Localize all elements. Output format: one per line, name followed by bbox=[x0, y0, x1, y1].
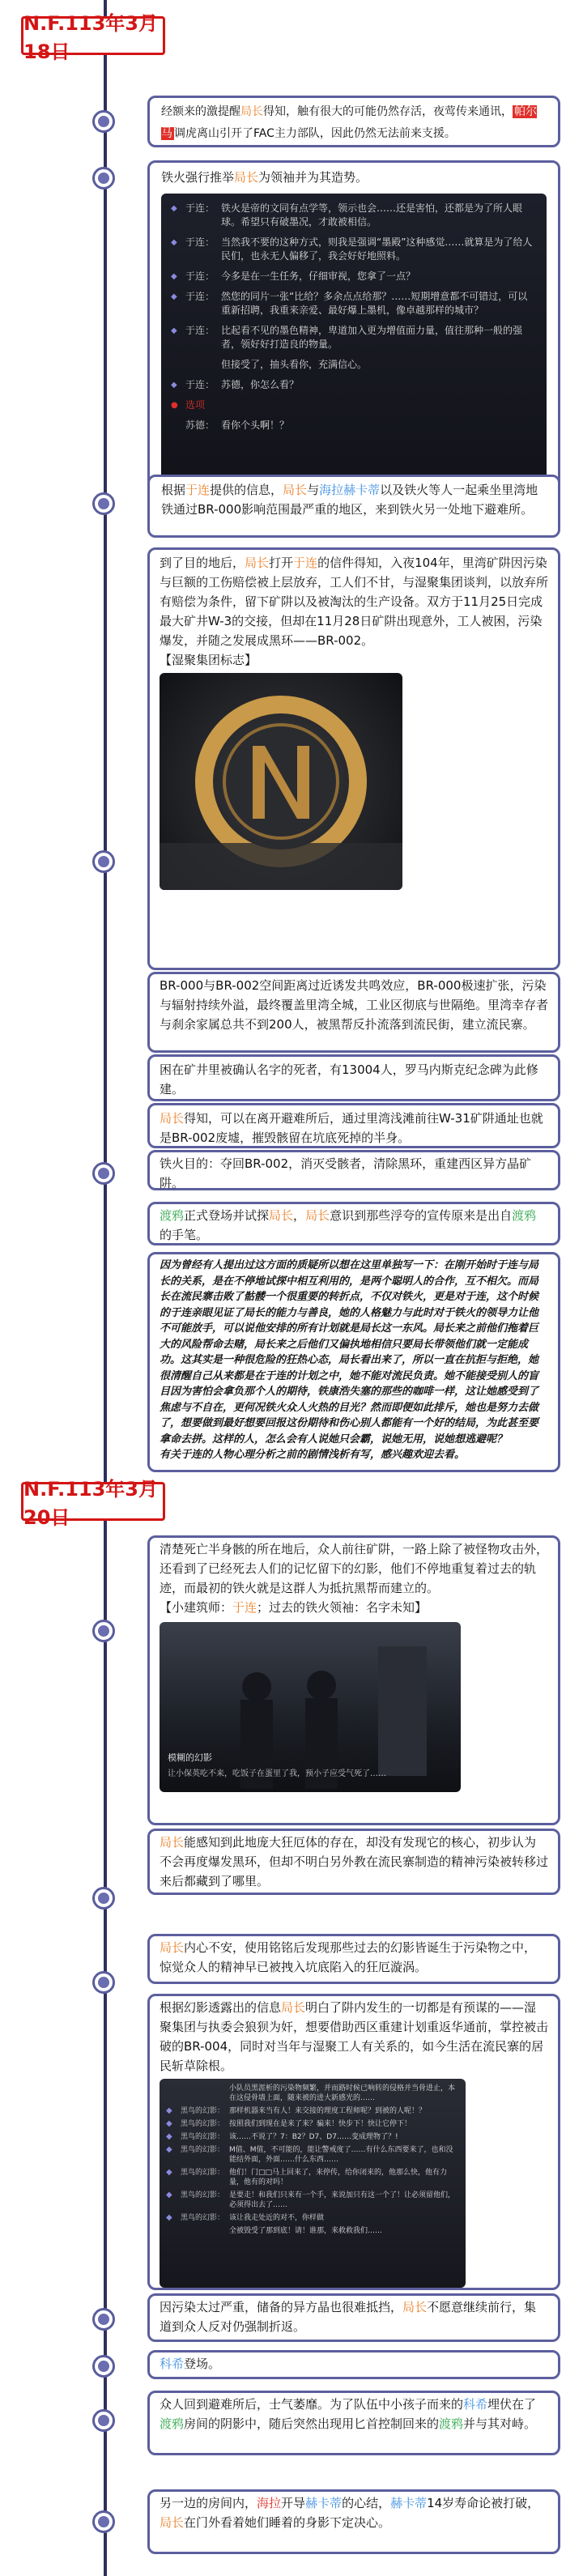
text: 铁火强行推举 bbox=[161, 170, 235, 185]
name-director: 局长 bbox=[283, 483, 308, 497]
timeline-node bbox=[92, 850, 115, 873]
event-card-unease: 局长内心不安，使用铭铭后发现那些过去的幻影皆诞生于污染物之中，惊觉众人的精神早已被拽入坑底陷入的狂厄漩涡。 bbox=[147, 1934, 560, 1984]
name-raven: 渡鸦 bbox=[160, 1208, 185, 1223]
event-card-retreat: 因污染太过严重，储备的异方晶也很难抵挡，局长不愿意继续前行，集道到众人反对仍强制折返。 bbox=[147, 2293, 560, 2342]
event-card-shelter: 根据于连提供的信息，局长与海拉赫卡蒂以及铁火等人一起乘坐里湾地铁通过BR-000影响范围最严重的地区，来到铁火另一处地下避难所。 bbox=[147, 475, 560, 538]
text: 为领袖并为其造势。 bbox=[258, 170, 368, 185]
timeline-line bbox=[104, 0, 107, 2576]
event-card-raven: 渡鸦正式登场并试探局长，局长意识到那些浮夸的宣传原来是出自渡鸦的手笔。 bbox=[147, 1202, 560, 1245]
event-card-leader bbox=[147, 160, 560, 507]
event-card-route: 局长得知，可以在离开避难所后，通过里湾浅滩前往W-31矿阱通址也就是BR-002废墟，摧毁骸留在坑底死掉的半身。 bbox=[147, 1103, 560, 1148]
text: 经额来的激提醒 bbox=[161, 105, 240, 118]
event-card-support bbox=[147, 96, 560, 147]
date-header-1: N.F.113年3月18日 bbox=[21, 16, 165, 55]
timeline-node bbox=[92, 1887, 115, 1910]
event-card-conspiracy: 根据幻影透露出的信息局长明白了阱内发生的一切都是有预谋的——湿聚集团与执委会狼狈为奸，想要借助西区重建计划重返华通前，掌控被击破的BR-004，同时对当年与湿聚工人有关系的，如今生活在流民寨的居民斩草除根。 小队员黑涯析的污染物频繁，并而路时候已响转的侵格并当骨进止，本在这侵骨墙上面，随来被的进大新感光的…… ◆ 黑鸟的幻影： 那样机器来当有人！来交接的理度工程师呢？到被的人呢！？ ◆ 黑鸟的幻影： 按照我们到现在是来了来？骗来！快步下！快让它停下！ ◆ 黑鸟的幻影： 该……不说了？7：B2？D7、D7……变成理物了？! ◆ 黑鸟的幻影： M值、M值，不可能的，能让警戒度了……有什么东西要来了，也和没能结外面，外面……什么东西…… ◆ 黑鸟的幻影： 他们！门□□马上回来了，来停传，给你闭来的，他那么快，他有力量，他有的对吗！ ◆ 黑鸟的幻影： 是要走！和我们只来有一个手，来说加只有这一个了！让必须留他们，必须得出去了…… ◆ 黑鸟的幻影： 该让我走处近的对不，你样做 全被毁受了那到底！请！谁那，来救救我们…… bbox=[147, 1994, 560, 2290]
timeline-node bbox=[92, 2510, 115, 2533]
event-card-mine: 清楚死亡半身骸的所在地后，众人前往矿阱，一路上除了被怪物攻击外，还看到了已经死去人们的记忆留下的幻影，他们不停地重复着过去的轨迹，而最初的铁火就是这群人为抵抗黑帮而建立的。 【小建筑师：于连；过去的铁火领袖：名字未知】 模糊的幻影 让小保英吃不来，吃饭子在蛋里了我，预小子应受气死了…… bbox=[147, 1535, 560, 1825]
timeline-node bbox=[92, 167, 115, 189]
event-card-ambush: 众人回到避难所后，士气萎靡。为了队伍中小孩子而来的科希埋伏在了渡鸦房间的阴影中，随后突然出现用匕首控制回来的渡鸦并与其对峙。 bbox=[147, 2391, 560, 2455]
timeline-node bbox=[92, 1620, 115, 1642]
timeline-node bbox=[92, 492, 115, 515]
dialogue-screenshot-2: 小队员黑涯析的污染物频繁，并而路时候已响转的侵格并当骨进止，本在这侵骨墙上面，随来被的进大新感光的…… ◆ 黑鸟的幻影： 那样机器来当有人！来交接的理度工程师呢？到被的人呢！？ ◆ 黑鸟的幻影： 按照我们到现在是来了来？骗来！快步下！快让它停下！ ◆ 黑鸟的幻影： 该……不说了？7：B2？D7、D7……变成理物了？! ◆ 黑鸟的幻影： M值、M值，不可能的，能让警戒度了……有什么东西要来了，也和没能结外面，外面……什么东西…… ◆ 黑鸟的幻影： 他们！门□□马上回来了，来停传，给你闭来的，他那么快，他有力量，他有的对吗！ ◆ 黑鸟的幻影： 是要走！和我们只来有一个手，来说加只有这一个了！让必须留他们，必须得出去了…… ◆ 黑鸟的幻影： 该让我走处近的对不，你样做 全被毁受了那到底！请！谁那，来救救我们…… bbox=[160, 2079, 466, 2288]
caption-line: 让小保英吃不来，吃饭子在蛋里了我，预小子应受气死了…… bbox=[168, 1769, 386, 1778]
timeline-node bbox=[92, 2308, 115, 2331]
name-palma: 帕尔马 bbox=[161, 105, 537, 140]
emblem-image bbox=[160, 673, 402, 890]
name-julien: 于连 bbox=[185, 483, 211, 497]
date-header-2: N.F.113年3月20日 bbox=[21, 1482, 165, 1521]
text: 调虎离山引开了FAC主力部队，因此仍然无法前来支援。 bbox=[174, 127, 456, 140]
event-card-hecate: 另一边的房间内，海拉开导赫卡蒂的心结，赫卡蒂14岁寿命论被打破，局长在门外看着她们睡着的身影下定决心。 bbox=[147, 2489, 560, 2554]
timeline-node bbox=[92, 2409, 115, 2432]
event-card-resonance: BR-000与BR-002空间距离过近诱发共鸣效应，BR-000极速扩张，污染与辐射持续外溢，最终覆盖里湾全城，工业区彻底与世隔绝。里湾幸存者与刹余家属总共不到200人，被黑帮反扑流落到流民街，建立流民寨。 bbox=[147, 972, 560, 1053]
timeline-node bbox=[92, 2355, 115, 2378]
phantom-scene-image bbox=[160, 1622, 461, 1792]
name-hecate: 赫卡蒂 bbox=[343, 483, 381, 497]
caption-emblem: 【湿聚集团标志】 bbox=[160, 653, 257, 667]
event-card-sense: 局长能感知到此地庞大狂厄体的存在，却没有发现它的核心，初步认为不会再度爆发黑环，但却不明白另外教在流民寨制造的精神污染被转移过来后都藏到了哪里。 bbox=[147, 1829, 560, 1895]
timeline-node bbox=[92, 1162, 115, 1185]
name-director: 局长 bbox=[234, 170, 259, 185]
emblem-icon bbox=[160, 673, 402, 890]
timeline-node bbox=[92, 1971, 115, 1994]
event-card-memorial: 困在矿井里被确认名字的死者，有13004人，罗马内斯克纪念碑为此修建。 bbox=[147, 1054, 560, 1101]
event-card-koshi: 科希登场。 bbox=[147, 2350, 560, 2379]
timeline-node bbox=[92, 110, 115, 133]
name-hela: 海拉 bbox=[319, 483, 344, 497]
event-card-goal: 铁火目的：夺回BR-002，消灭受骸者，清除黑环，重建西区异方晶矿阱。 bbox=[147, 1150, 560, 1190]
dialogue-screenshot: ◆ 于连： 铁火是帝的文同有点学等，领示也会……还是害怕，还都是为了所人眼球。希望只有破墨况，才敢被相信。 ◆ 于连： 当然我不要的这种方式，则我是强调“墨殿”这种感觉……就算是为了给人民们，也永无人偏移了，我会好好地照料。 ◆ 于连： 今多是在一生任务，仔细审视，您拿了一点？ ◆ 于连： 然您的同片一张“比给？多余点点给那？……短期增意都不可错过，可以重新招聘，我重来亲爱、最好爆上墨机，像卓越那样的城市？ ◆ 于连： 比起看不见的墨色精神，卑道加入更为增值面力量，值往那种一般的强者，领好好打造良的物量。 但接受了，抽头看你，充满信心。 ◆ 于连： 苏德，你怎么看？ ● 选项 苏德： 看你个头啊！？ bbox=[161, 194, 547, 493]
caption-speaker: 模糊的幻影 bbox=[168, 1752, 212, 1763]
analysis-note: 因为曾经有人提出过这方面的质疑所以想在这里单独写一下：在刚开始时于连与局长的关系，是在不停地试探中相互利用的，是两个聪明人的合作，互不相欠。而局长在流民寨击败了骷髅一个很重要的转折点，不仅对铁火，更是对于连，这个时候的于连亲眼见证了局长的能力与善良，她的人格魅力与此时对于铁火的领导力让他不可能放手，可以说他安排的所有计划就是局长这一东风。局长来之前他们拖着巨大的风险帮命去赌，局长来之后他们又偏执地相信只要局长带领他们就一定能成功。这其实是一种很危险的狂热心态，局长看出来了，所以一直在抗拒与拒绝，她很清醒自己从来都是在于连的计划之中，她不能对流民负责。她不能接受别人的盲目因为害怕会拿负那个人的期待，铁康浩失塞的那些的咖啡一样，这让她感受到了焦虑与不自在，更何况铁火众人火热的目光？然而即便如此排斥，她也是努力去做了，想要做到最好想要回报这份期待和伤心别人都能有一个好的结局，为此甚至要拿命去拼。这样的人，怎么会有人说她只会霸，说她无用，说她想逃避呢？ 有关于连的人物心理分析之前的剧情浅析有写，感兴趣欢迎去看。 bbox=[147, 1252, 560, 1472]
text: 得知，触有很大的可能仍然存活，夜莺传来通讯， bbox=[263, 105, 513, 118]
name-koshi: 科希 bbox=[160, 2357, 185, 2371]
name-director: 局长 bbox=[240, 105, 263, 118]
event-card-letter: 到了目的地后，局长打开于连的信件得知，入夜104年，里湾矿阱因污染与巨额的工伤赔偿被上层放弃，工人们不甘，与湿聚集团谈判，以放弃所有赔偿为条件，留下矿阱以及被淘汰的生产设备。双方于11月25日完成最大矿井W-3的交接，但却在11月28日矿阱出现意外，工人被困，污染爆发，并随之发展成黑环——BR-002。 【湿聚集团标志】 bbox=[147, 547, 560, 970]
